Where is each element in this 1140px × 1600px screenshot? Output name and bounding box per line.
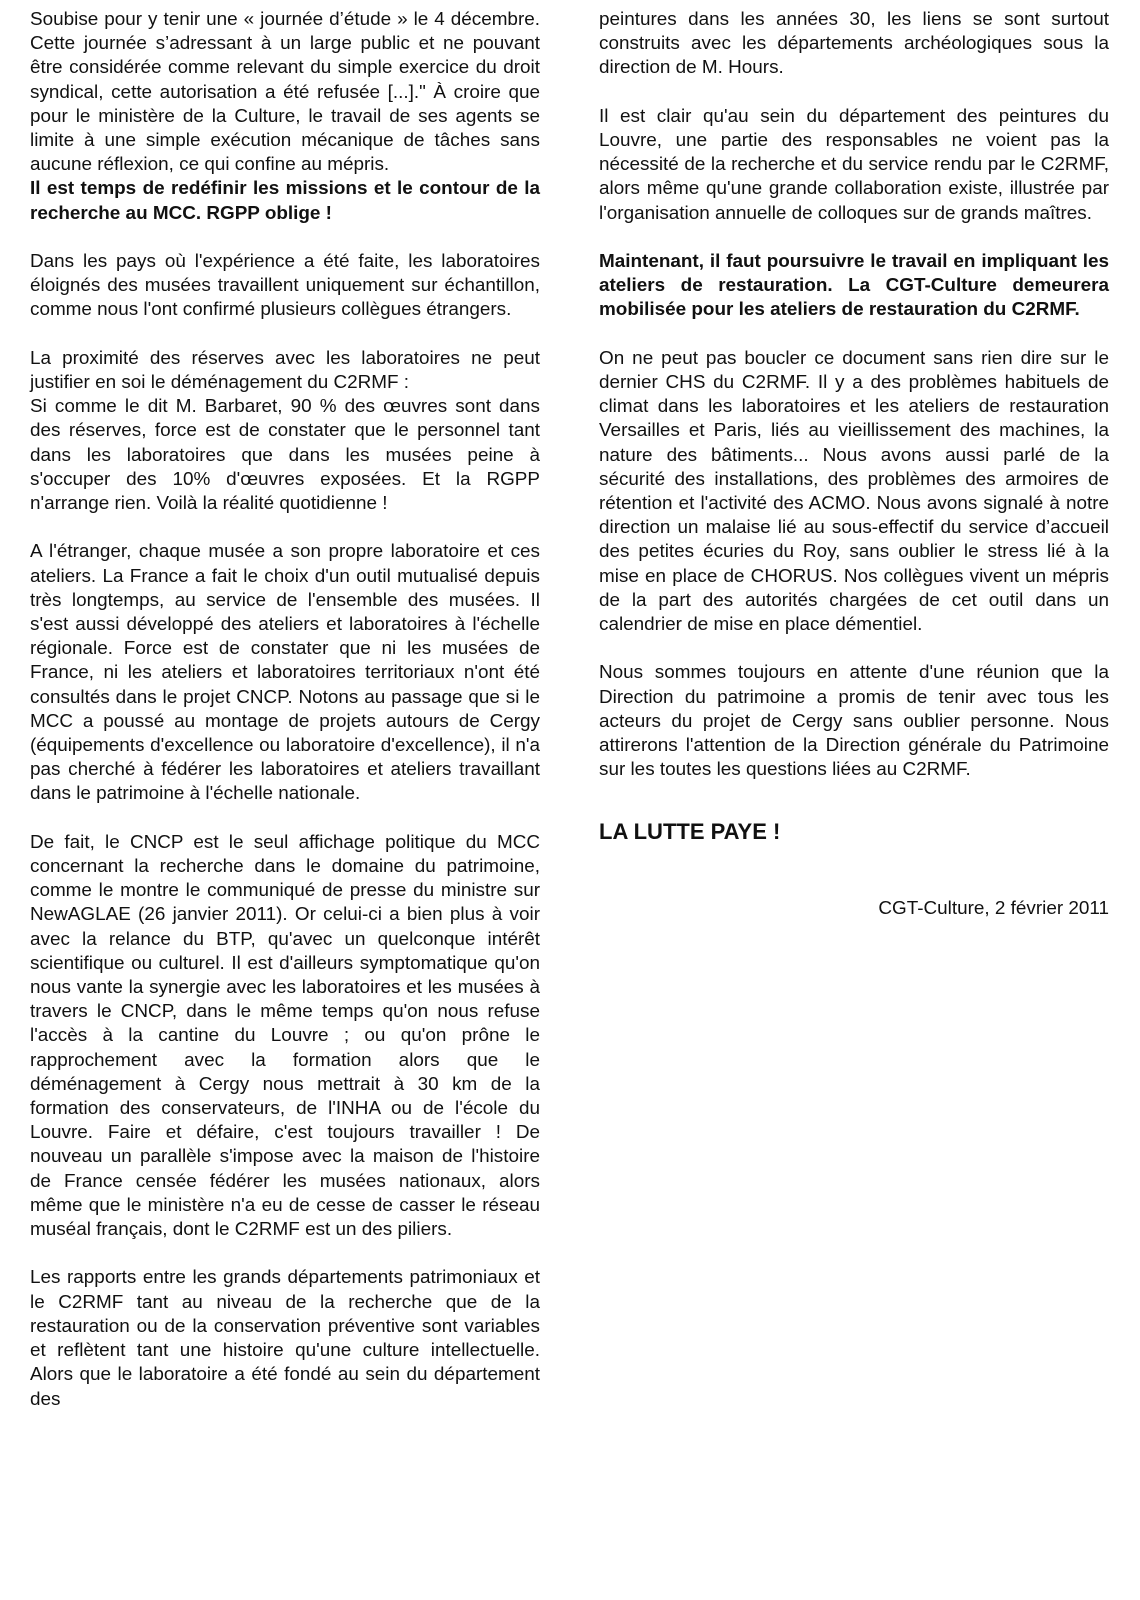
paragraph-proximite-reserves <box>30 347 540 516</box>
paragraph-ateliers-restauration: Maintenant, il faut poursuivre le travail en impliquant les ateliers de restauration. La CGT-Culture demeurera mobilisée pour les ateliers de restauration du C2RMF. <box>599 251 1109 321</box>
paragraph-chs: On ne peut pas boucler ce document sans rien dire sur le dernier CHS du C2RMF. Il y a des problèmes habituels de climat dans les laboratoires et les ateliers de restauration Versailles et Paris, liés au vieillissement des machines, la nature des bâtiments... Nous avons aussi parlé de la sécurité des installations, des problèmes des armoires de rétention et l'activité des ACMO. Nous avons signalé à notre direction un malaise lié au sous-effectif du service d’accueil des petites écuries du Roy, sans oublier le stress lié à la mise en place de CHORUS. Nos collègues vivent un mépris de la part des autorités chargées de cet outil dans un calendrier de mise en place démentiel. <box>599 347 1109 636</box>
paragraph-pays-experience: Dans les pays où l'expérience a été faite, les laboratoires éloignés des musées travaillent uniquement sur échantillon, comme nous l'ont confirmé plusieurs collègues étrangers. <box>30 251 540 321</box>
paragraph-departement-peintures: Il est clair qu'au sein du département des peintures du Louvre, une partie des responsables ne voient pas la nécessité de la recherche et du service rendu par le C2RMF, alors même qu'une grande collaboration existe, illustrée par l'organisation annuelle de colloques sur de grands maîtres. <box>599 105 1109 224</box>
paragraph-peintures-annees-30: peintures dans les années 30, les liens se sont surtout construits avec les départements archéologiques sous la direction de M. Hours. <box>599 9 1109 79</box>
paragraph-rapports-departements: Les rapports entre les grands départements patrimoniaux et le C2RMF tant au niveau de la recherche que de la restauration ou de la conservation préventive sont variables et reflètent tant une histoire qu'une culture intellectuelle. Alors que le laboratoire a été fondé au sein du département des <box>30 1267 540 1410</box>
paragraph-cncp: De fait, le CNCP est le seul affichage politique du MCC concernant la recherche dans le domaine du patrimoine, comme le montre le communiqué de presse du ministre sur NewAGLAE (26 janvier 2011). Or celui-ci a bien plus à voir avec la relance du BTP, qu'avec un quelconque intérêt scientifique ou culturel. Il est d'ailleurs symptomatique qu'on nous vante la synergie avec les laboratoires et les musées à travers le CNCP, dans le même temps qu'on nous refuse l'accès à la cantine du Louvre ; ou qu'on prône le rapprochement avec la formation alors que le déménagement à Cergy nous mettrait à 30 km de la formation des conservateurs, de l'INHA ou de l'école du Louvre. Faire et défaire, c'est toujours travailler ! De nouveau un parallèle s'impose avec la maison de l'histoire de France censée fédérer les musées nationaux, alors même que le ministère n'a eu de cesse de casser le réseau muséal français, dont le C2RMF est un des piliers. <box>30 831 540 1241</box>
paragraph-journee-etude: Soubise pour y tenir une « journée d’étude » le 4 décembre. Cette journée s’adressant à un large public et ne pouvant être considérée comme relevant du simple exercice du droit syndical, cette autorisation a été refusée [...]." À croire que pour le ministère de la Culture, le travail de ses agents se limite à une simple exécution mécanique de tâches sans aucune réflexion, ce qui confine au mépris. <box>30 9 540 176</box>
signature: CGT-Culture, 2 février 2011 <box>878 897 1109 919</box>
slogan: LA LUTTE PAYE ! <box>599 819 781 845</box>
paragraph-reunion-cergy: Nous sommes toujours en attente d'une réunion que la Direction du patrimoine a promis de tenir avec tous les acteurs du projet de Cergy sans oublier personne. Nous attirerons l'attention de la Direction générale du Patrimoine sur les toutes les questions liées au C2RMF. <box>599 662 1109 781</box>
proximite-intro: La proximité des réserves avec les laboratoires ne peut justifier en soi le déménagement du C2RMF : <box>30 347 540 394</box>
paragraph-etranger: A l'étranger, chaque musée a son propre laboratoire et ces ateliers. La France a fait le choix d'un outil mutualisé depuis très longtemps, au service de l'ensemble des musées. Il s'est aussi développé des ateliers et laboratoires à l'échelle régionale. Force est de constater que ni les musées de France, ni les ateliers et laboratoires territoriaux n'ont été consultés dans le projet CNCP. Notons au passage que si le MCC a poussé au montage de projets autours de Cergy (équipements d'excellence ou laboratoire d'excellence), il n'a pas cherché à fédérer les laboratoires et ateliers travaillant dans le patrimoine à l'échelle nationale. <box>30 541 540 805</box>
left-column <box>30 8 540 1436</box>
proximite-barbaret: Si comme le dit M. Barbaret, 90 % des œuvres sont dans des réserves, force est de constater que le personnel tant dans les laboratoires que dans les musées peine à s'occuper des 10% d'œuvres exposées. Et la RGPP n'arrange rien. Voilà la réalité quotidienne ! <box>30 396 540 515</box>
paragraph-rgpp-oblige: Il est temps de redéfinir les missions et le contour de la recherche au MCC. RGPP oblige ! <box>30 178 540 224</box>
right-column <box>599 8 1109 921</box>
